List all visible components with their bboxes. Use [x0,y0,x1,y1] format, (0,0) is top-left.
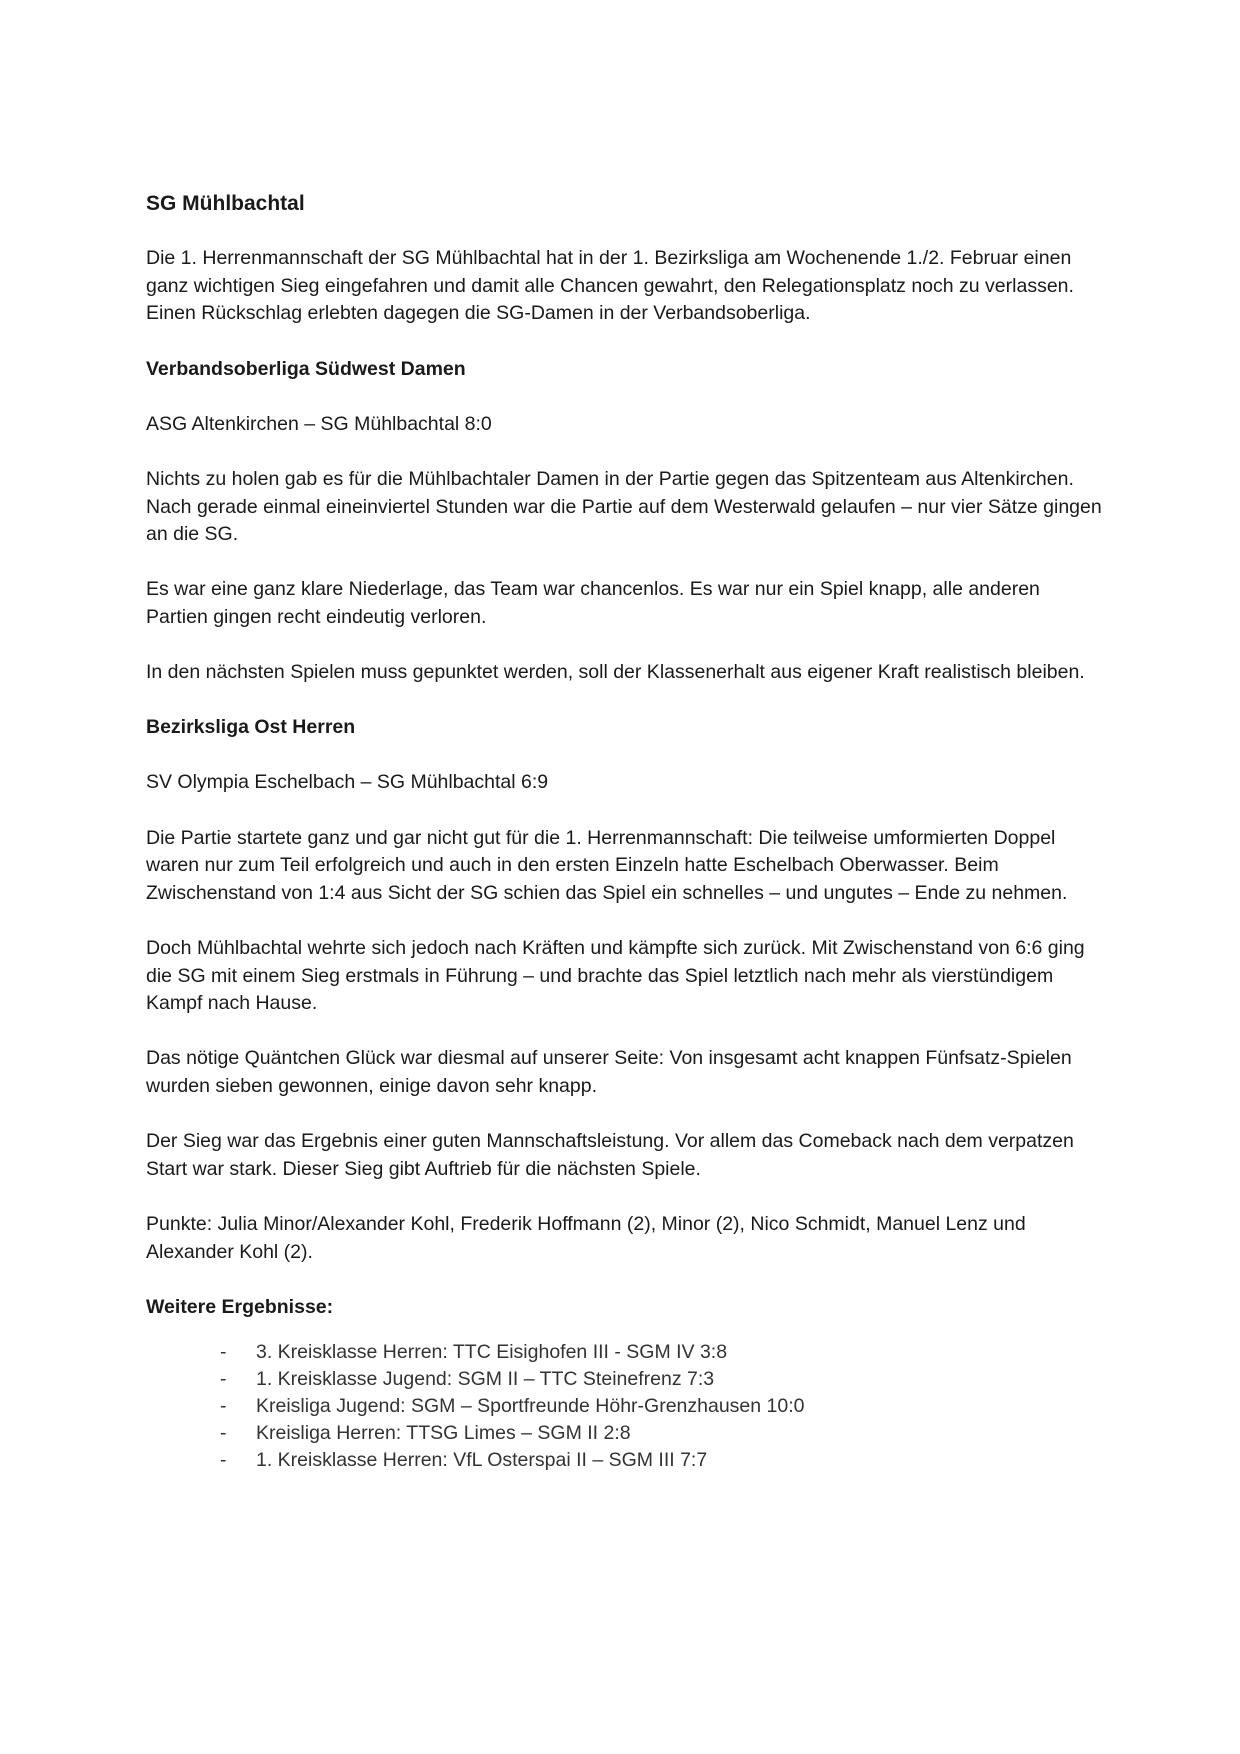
bullet-dash: - [220,1449,227,1472]
list-item [146,1339,1106,1366]
list-item-text: 1. Kreisklasse Jugend: SGM II – TTC Steinefrenz 7:3 [256,1368,715,1391]
list-item [146,1366,1106,1393]
results-list [146,1339,1106,1474]
intro-paragraph: Die 1. Herrenmannschaft der SG Mühlbachtal hat in der 1. Bezirksliga am Wochenende 1./2. Februar einen ganz wichtigen Sieg eingefahren und damit alle Chancen gewahrt, den Relegationsplatz noch zu verlassen. Einen Rückschlag erlebten dagegen die SG-Damen in der Verbandsoberliga. [146,247,1074,325]
bullet-dash: - [220,1341,227,1364]
points-paragraph: Punkte: Julia Minor/Alexander Kohl, Frederik Hoffmann (2), Minor (2), Nico Schmidt, Manuel Lenz und Alexander Kohl (2). [146,1212,1026,1263]
match-result-herren: SV Olympia Eschelbach – SG Mühlbachtal 6:9 [146,771,549,794]
paragraph: Das nötige Quäntchen Glück war diesmal auf unserer Seite: Von insgesamt acht knappen Fünfsatz-Spielen wurden sieben gewonnen, einige davon sehr knapp. [146,1047,1072,1097]
match-result-damen: ASG Altenkirchen – SG Mühlbachtal 8:0 [146,412,492,435]
paragraph: Der Sieg war das Ergebnis einer guten Mannschaftsleistung. Vor allem das Comeback nach dem verpatzen Start war stark. Dieser Sieg gibt Auftrieb für die nächsten Spiele. [146,1130,1074,1180]
paragraph: In den nächsten Spielen muss gepunktet werden, soll der Klassenerhalt aus eigener Kraft realistisch bleiben. [146,661,1085,684]
list-item-text: Kreisliga Jugend: SGM – Sportfreunde Höhr-Grenzhausen 10:0 [256,1395,805,1418]
list-item [146,1447,1106,1474]
paragraph: Nichts zu holen gab es für die Mühlbachtaler Damen in der Partie gegen das Spitzenteam aus Altenkirchen. Nach gerade einmal eineinviertel Stunden war die Partie auf dem Westerwald gelaufen – nur vier Sätze gingen an die SG. [146,467,1102,546]
document-title: SG Mühlbachtal [146,192,305,215]
list-item-text: 1. Kreisklasse Herren: VfL Osterspai II – SGM III 7:7 [256,1449,708,1472]
list-item-text: Kreisliga Herren: TTSG Limes – SGM II 2:8 [256,1422,631,1445]
paragraph: Die Partie startete ganz und gar nicht gut für die 1. Herrenmannschaft: Die teilweise umformierten Doppel waren nur zum Teil erfolgreich und auch in den ersten Einzeln hatte Eschelbach Oberwasser. Beim Zwischenstand von 1:4 aus Sicht der SG schien das Spiel ein schnelles – und ungutes – Ende zu nehmen. [146,826,1068,904]
list-item-text: 3. Kreisklasse Herren: TTC Eisighofen III - SGM IV 3:8 [256,1341,728,1364]
paragraph: Es war eine ganz klare Niederlage, das Team war chancenlos. Es war nur ein Spiel knapp, alle anderen Partien gingen recht eindeutig verloren. [146,578,1040,628]
list-item [146,1393,1106,1420]
section-heading-herren: Bezirksliga Ost Herren [146,716,356,739]
section-heading-damen: Verbandsoberliga Südwest Damen [146,357,466,380]
list-item [146,1420,1106,1447]
bullet-dash: - [220,1422,227,1445]
bullet-dash: - [220,1395,227,1418]
section-heading-weitere: Weitere Ergebnisse: [146,1295,334,1318]
bullet-dash: - [220,1368,227,1391]
document-page [146,190,1106,1474]
paragraph: Doch Mühlbachtal wehrte sich jedoch nach Kräften und kämpfte sich zurück. Mit Zwischenstand von 6:6 ging die SG mit einem Sieg erstmals in Führung – und brachte das Spiel letztlich nach mehr als vierstündigem Kampf nach Hause. [146,937,1085,1015]
